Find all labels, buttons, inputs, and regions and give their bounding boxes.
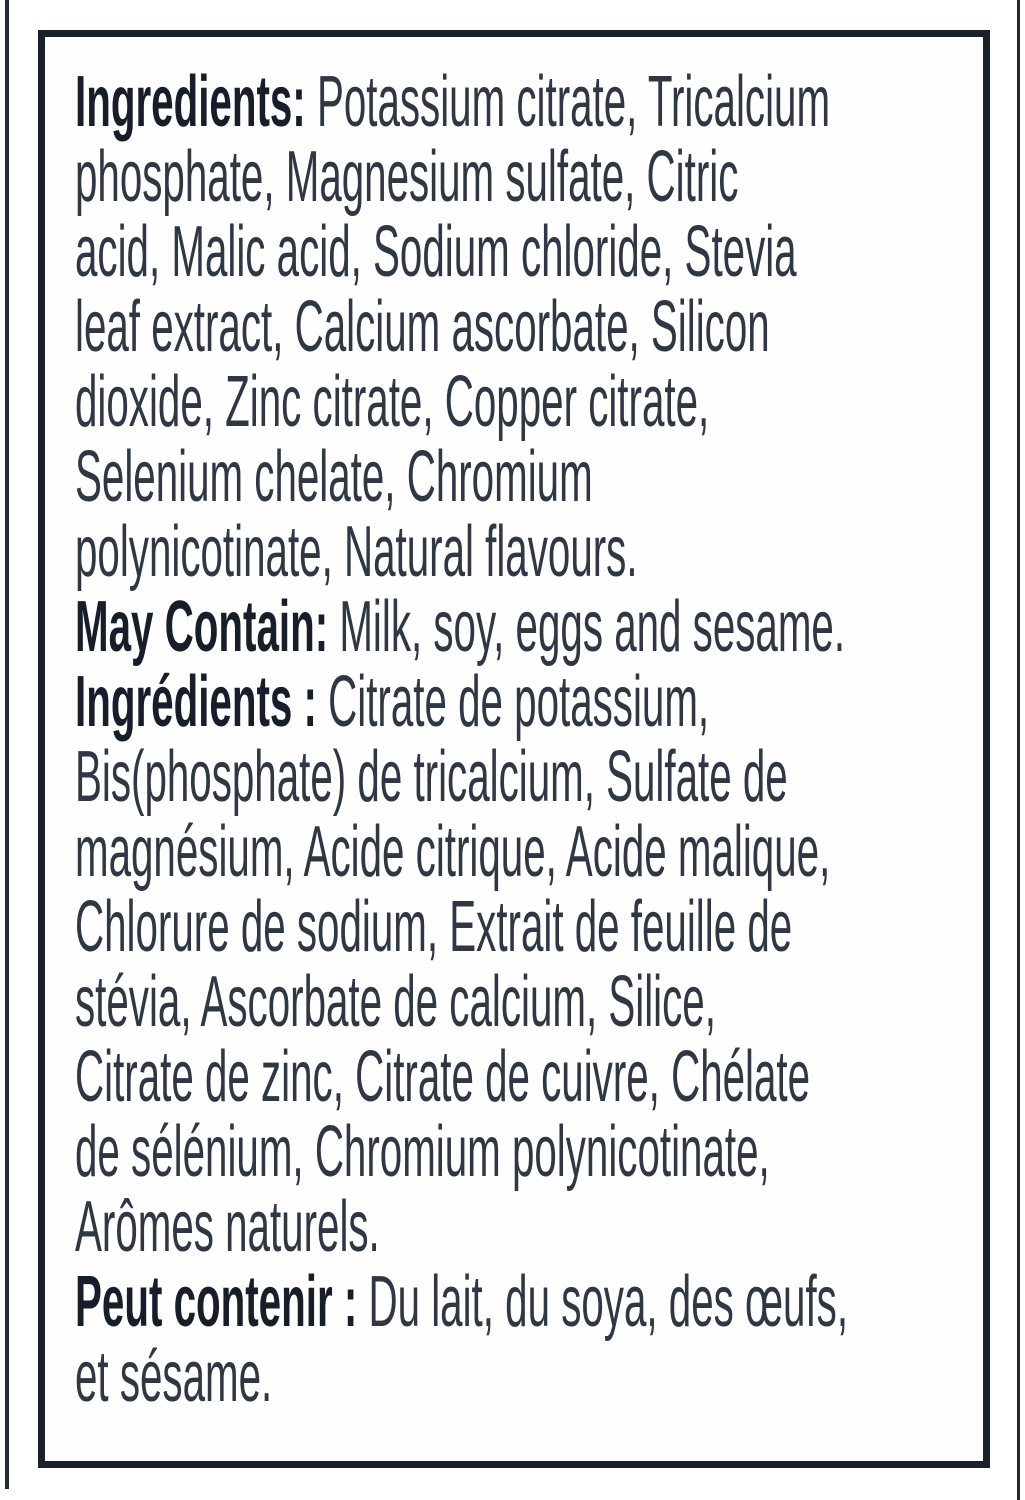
label-line-ingredients-fr <box>75 662 848 742</box>
label-line <box>75 212 848 292</box>
label-line <box>75 437 848 517</box>
label-line <box>75 512 848 592</box>
label-line <box>75 1337 848 1417</box>
label-line <box>75 812 848 892</box>
line-text: Citrate de zinc, Citrate de cuivre, Chélate <box>75 1037 811 1117</box>
line-text: Milk, soy, eggs and sesame. <box>328 587 846 667</box>
label-line-ingredients-en <box>75 62 848 142</box>
line-text: et sésame. <box>75 1337 273 1417</box>
label-line-may-contain-en <box>75 587 848 667</box>
line-text: Selenium chelate, Chromium <box>75 437 593 517</box>
ingredients-panel <box>38 30 990 1468</box>
label-line <box>75 1037 848 1117</box>
label-line <box>75 137 848 217</box>
ingredients-text-block <box>75 62 849 1417</box>
line-text: Arômes naturels. <box>75 1187 380 1267</box>
label-line <box>75 1187 848 1267</box>
right-trim-line <box>1017 0 1020 1500</box>
ingredients-fr-label: Ingrédients : <box>75 662 317 742</box>
line-text: leaf extract, Calcium ascorbate, Silicon <box>75 287 770 367</box>
ingredients-en-label: Ingredients: <box>75 62 306 142</box>
label-line <box>75 362 848 442</box>
label-line <box>75 737 848 817</box>
line-text: de sélénium, Chromium polynicotinate, <box>75 1112 770 1192</box>
label-line <box>75 962 848 1042</box>
line-text: Du lait, du soya, des œufs, <box>357 1262 849 1342</box>
line-text: phosphate, Magnesium sulfate, Citric <box>75 137 739 217</box>
label-line <box>75 287 848 367</box>
line-text: acid, Malic acid, Sodium chloride, Stevia <box>75 212 797 292</box>
left-trim-line <box>5 0 9 1489</box>
may-contain-en-label: May Contain: <box>75 587 329 667</box>
label-line-may-contain-fr <box>75 1262 849 1342</box>
line-text: Chlorure de sodium, Extrait de feuille de <box>75 887 793 967</box>
line-text: magnésium, Acide citrique, Acide malique, <box>75 812 831 892</box>
label-line <box>75 1112 848 1192</box>
label-line <box>75 887 848 967</box>
may-contain-fr-label: Peut contenir : <box>75 1262 358 1342</box>
line-text: polynicotinate, Natural flavours. <box>75 512 638 592</box>
line-text: Potassium citrate, Tricalcium <box>305 62 831 142</box>
line-text: Citrate de potassium, <box>316 662 710 742</box>
line-text: Bis(phosphate) de tricalcium, Sulfate de <box>75 737 788 817</box>
line-text: dioxide, Zinc citrate, Copper citrate, <box>75 362 710 442</box>
line-text: stévia, Ascorbate de calcium, Silice, <box>75 962 716 1042</box>
